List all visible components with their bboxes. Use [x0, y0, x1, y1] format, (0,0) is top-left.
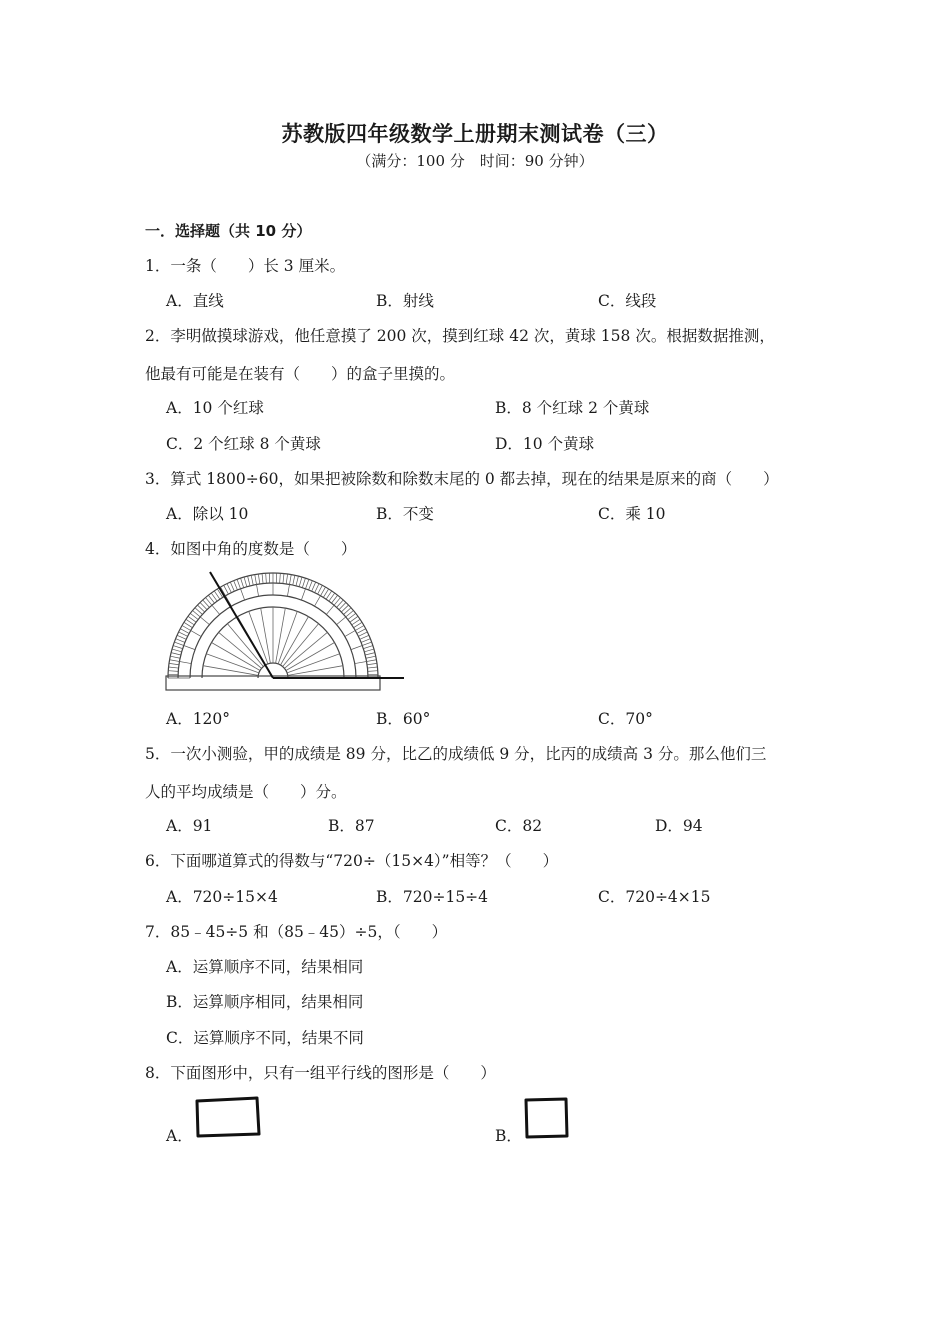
q8-shape-a-quadrilateral	[194, 1096, 262, 1140]
q6-option-b[interactable]: B．720÷15÷4	[376, 888, 489, 906]
protractor-tick	[293, 575, 295, 585]
q5-option-a[interactable]: A．91	[166, 817, 213, 835]
q1-option-b[interactable]: B．射线	[376, 292, 434, 310]
protractor-tick	[244, 577, 247, 587]
q5-option-d[interactable]: D．94	[655, 817, 703, 835]
protractor-tick	[357, 629, 366, 634]
protractor-tick	[172, 649, 182, 652]
q6-option-c[interactable]: C．720÷4×15	[598, 888, 711, 906]
q3-option-c[interactable]: C．乘 10	[598, 505, 666, 523]
protractor-tick	[171, 653, 181, 655]
page-subtitle: （满分：100 分 时间：90 分钟）	[356, 152, 594, 170]
q4-option-a[interactable]: A．120°	[166, 710, 231, 728]
protractor-figure	[160, 568, 410, 694]
protractor-tick	[258, 574, 259, 584]
question-8-stem: 8．下面图形中，只有一组平行线的图形是（ ）	[145, 1064, 496, 1082]
protractor-ray	[287, 654, 340, 673]
protractor-tick	[296, 576, 298, 586]
protractor-tick	[365, 653, 375, 655]
protractor-tick	[230, 582, 234, 591]
q8-option-a[interactable]: A．	[166, 1127, 193, 1145]
q1-option-a[interactable]: A．直线	[166, 292, 224, 310]
protractor-tick	[234, 581, 238, 590]
protractor-tick	[280, 573, 281, 583]
protractor-tick	[358, 632, 367, 636]
protractor-tick	[287, 575, 291, 597]
protractor-tick	[251, 575, 253, 585]
q7-option-a[interactable]: A．运算顺序不同，结果相同	[166, 958, 364, 976]
q2-option-d[interactable]: D．10 个黄球	[495, 435, 595, 453]
protractor-tick	[170, 656, 180, 658]
protractor-tick	[169, 667, 179, 668]
q7-option-c[interactable]: C．运算顺序不同，结果不同	[166, 1029, 364, 1047]
q6-option-a[interactable]: A．720÷15×4	[166, 888, 278, 906]
q5-option-b[interactable]: B．87	[328, 817, 375, 835]
protractor-ray	[278, 611, 297, 664]
q2-option-b[interactable]: B．8 个红球 2 个黄球	[495, 399, 650, 417]
page-title: 苏教版四年级数学上册期末测试卷（三）	[281, 122, 669, 146]
q8-option-b[interactable]: B．	[495, 1127, 522, 1145]
protractor-tick	[326, 598, 340, 615]
protractor-tick	[262, 574, 263, 584]
protractor-tick	[363, 646, 373, 649]
protractor-tick	[177, 635, 186, 639]
protractor-tick	[366, 656, 376, 658]
question-5-stem-line1: 5．一次小测验，甲的成绩是 89 分，比乙的成绩低 9 分，比丙的成绩高 3 分。那么他们三	[145, 745, 767, 763]
protractor-tick	[227, 584, 231, 593]
question-4-stem: 4．如图中角的度数是（ ）	[145, 540, 357, 558]
section-heading: 一．选择题（共 10 分）	[145, 222, 312, 240]
protractor-tick	[318, 585, 323, 594]
protractor-tick	[180, 629, 189, 634]
protractor-tick	[173, 646, 183, 649]
q3-option-a[interactable]: A．除以 10	[166, 505, 249, 523]
protractor-tick	[355, 660, 377, 664]
question-3-stem: 3．算式 1800÷60，如果把被除数和除数末尾的 0 都去掉，现在的结果是原来的商（ ）	[145, 470, 779, 488]
protractor-tick	[367, 663, 377, 664]
protractor-tick	[169, 663, 179, 664]
protractor-ray	[288, 666, 343, 676]
protractor-tick	[255, 575, 259, 597]
question-2-stem-line2: 他最有可能是在装有（ ）的盒子里摸的。	[145, 365, 456, 383]
protractor-tick	[224, 585, 229, 594]
protractor-tick	[367, 667, 377, 668]
q4-option-c[interactable]: C．70°	[598, 710, 653, 728]
protractor-tick	[266, 573, 267, 583]
question-6-stem: 6．下面哪道算式的得数与“720÷（15×4）”相等？（ ）	[145, 852, 559, 870]
protractor-tick	[361, 639, 370, 643]
q8-shape-b-quadrilateral	[522, 1096, 570, 1140]
protractor-ray	[261, 608, 271, 663]
protractor-tick	[309, 581, 313, 590]
protractor-tick	[176, 639, 185, 643]
protractor-tick	[248, 576, 250, 586]
protractor-tick	[360, 635, 369, 639]
protractor-tick	[337, 611, 354, 625]
protractor-ray	[276, 608, 286, 663]
protractor-tick	[312, 582, 316, 591]
q2-option-c[interactable]: C．2 个红球 8 个黄球	[166, 435, 321, 453]
protractor-tick	[170, 660, 192, 664]
question-7-stem: 7．85﹣45÷5 和（85﹣45）÷5，（ ）	[145, 923, 448, 941]
q7-option-b[interactable]: B．运算顺序相同，结果相同	[166, 993, 364, 1011]
q2-option-a[interactable]: A．10 个红球	[166, 399, 264, 417]
protractor-tick	[206, 598, 220, 615]
question-5-stem-line2: 人的平均成绩是（ ）分。	[145, 783, 347, 801]
q5-option-c[interactable]: C．82	[495, 817, 543, 835]
q4-option-b[interactable]: B．60°	[376, 710, 431, 728]
protractor-tick	[179, 632, 188, 636]
protractor-tick	[241, 578, 244, 588]
protractor-tick	[168, 671, 178, 672]
protractor-tick	[364, 649, 374, 652]
protractor-ray	[206, 654, 259, 673]
protractor-ray	[249, 611, 268, 664]
protractor-tick	[368, 671, 378, 672]
protractor-tick	[299, 577, 302, 587]
protractor-tick	[286, 574, 287, 584]
protractor-rays	[203, 607, 343, 675]
protractor-tick	[193, 611, 210, 625]
protractor-tick	[283, 574, 284, 584]
q3-option-b[interactable]: B．不变	[376, 505, 434, 523]
q1-option-c[interactable]: C．线段	[598, 292, 657, 310]
protractor-tick	[315, 584, 319, 593]
protractor-tick	[302, 578, 305, 588]
protractor-ray	[203, 666, 258, 676]
question-2-stem-line1: 2．李明做摸球游戏，他任意摸了 200 次，摸到红球 42 次，黄球 158 次。根据数据推测，	[145, 327, 775, 345]
question-1-stem: 1．一条（ ）长 3 厘米。	[145, 257, 346, 275]
